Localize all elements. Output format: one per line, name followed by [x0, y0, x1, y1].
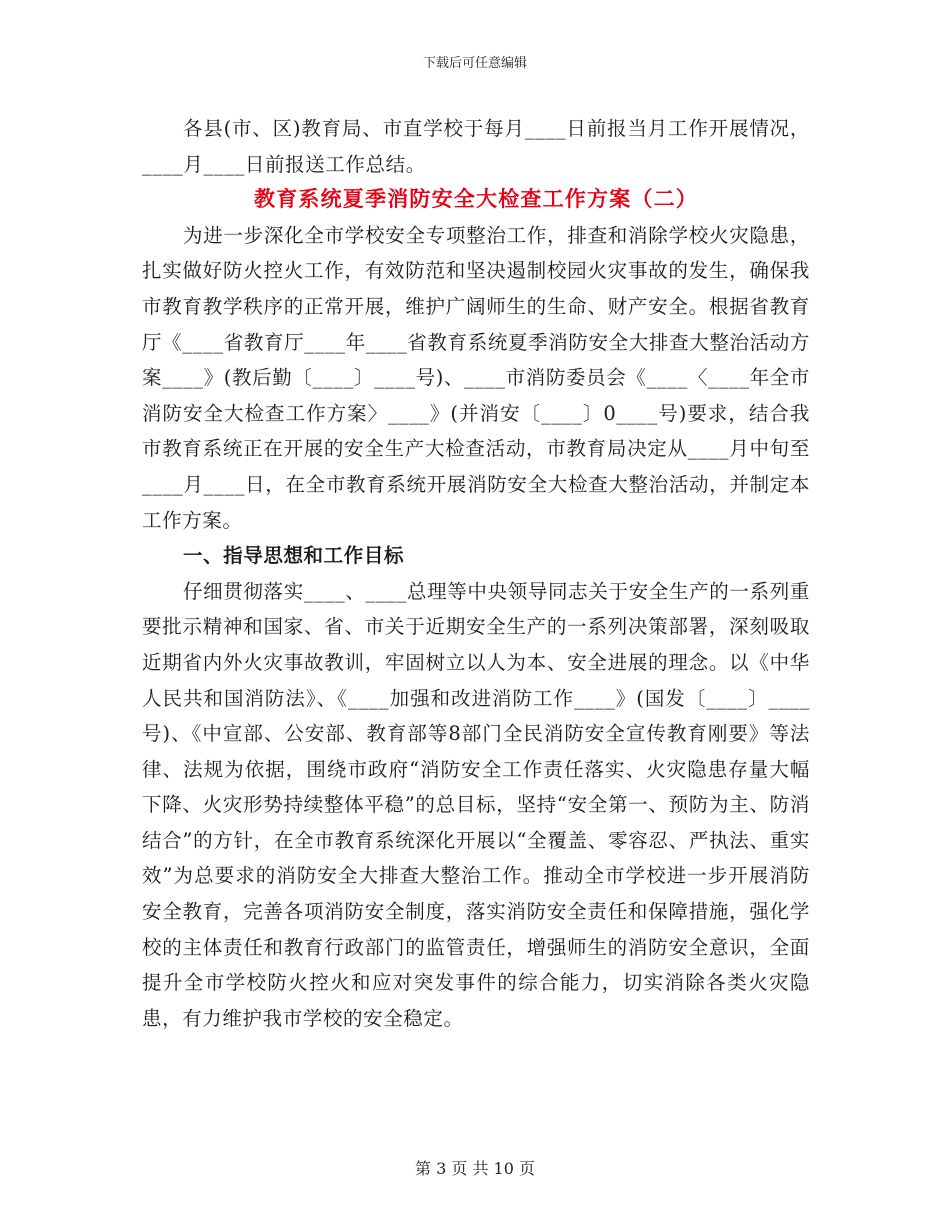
page-number: 第 3 页 共 10 页 — [415, 1159, 535, 1178]
section-heading-guiding-ideology: 一、指导思想和工作目标 — [182, 544, 405, 568]
page-header-note: 下载后可任意编辑 — [422, 56, 527, 71]
document-title: 教育系统夏季消防安全大检查工作方案（二） — [254, 187, 698, 212]
paragraph-guiding-ideology: 仔细贯彻落实____、____总理等中央领导同志关于安全生产的一系列重要批示精神和国家、省、市关于近期安全生产的一系列决策部署，深刻吸取近期省内外火灾事故教训，牢固树立以人为本、安全进展的理念。以《中华人民共和国消防法》、《____加强和改进消防工作____》(国发〔____〕____号)、《中宣部、公安部、教育部等8部门全民消防安全宣传教育刚要》等法律、法规为依据，围绕市政府“消防安全工作责任落实、火灾隐患存量大幅下降、火灾形势持续整体平稳”的总目标，坚持“安全第一、预防为主、防消结合”的方针，在全市教育系统深化开展以“全覆盖、零容忍、严执法、重实效”为总要求的消防安全大排查大整治工作。推动全市学校进一步开展消防安全教育，完善各项消防安全制度，落实消防安全责任和保障措施，强化学校的主体责任和教育行政部门的监管责任，增强师生的消防安全意识，全面提升全市学校防火控火和应对突发事件的综合能力，切实消除各类火灾隐患，有力维护我市学校的安全稳定。 — [142, 579, 810, 1030]
document-body — [142, 111, 810, 1036]
intro-paragraph: 各县(市、区)教育局、市直学校于每月____日前报当月工作开展情况，____月____日前报送工作总结。 — [142, 117, 810, 176]
paragraph-background: 为进一步深化全市学校安全专项整治工作，排查和消除学校火灾隐患，扎实做好防火控火工作，有效防范和坚决遏制校园火灾事故的发生，确保我市教育教学秩序的正常开展，维护广阔师生的生命、财产安全。根据省教育厅《____省教育厅____年____省教育系统夏季消防安全大排查大整治活动方案____》(教后勤〔____〕____号)、____市消防委员会《____〈____年全市消防安全大检查工作方案〉____》(并消安〔____〕0____号)要求，结合我市教育系统正在开展的安全生产大检查活动，市教育局决定从____月中旬至____月____日，在全市教育系统开展消防安全大检查大整治活动，并制定本工作方案。 — [142, 223, 810, 532]
